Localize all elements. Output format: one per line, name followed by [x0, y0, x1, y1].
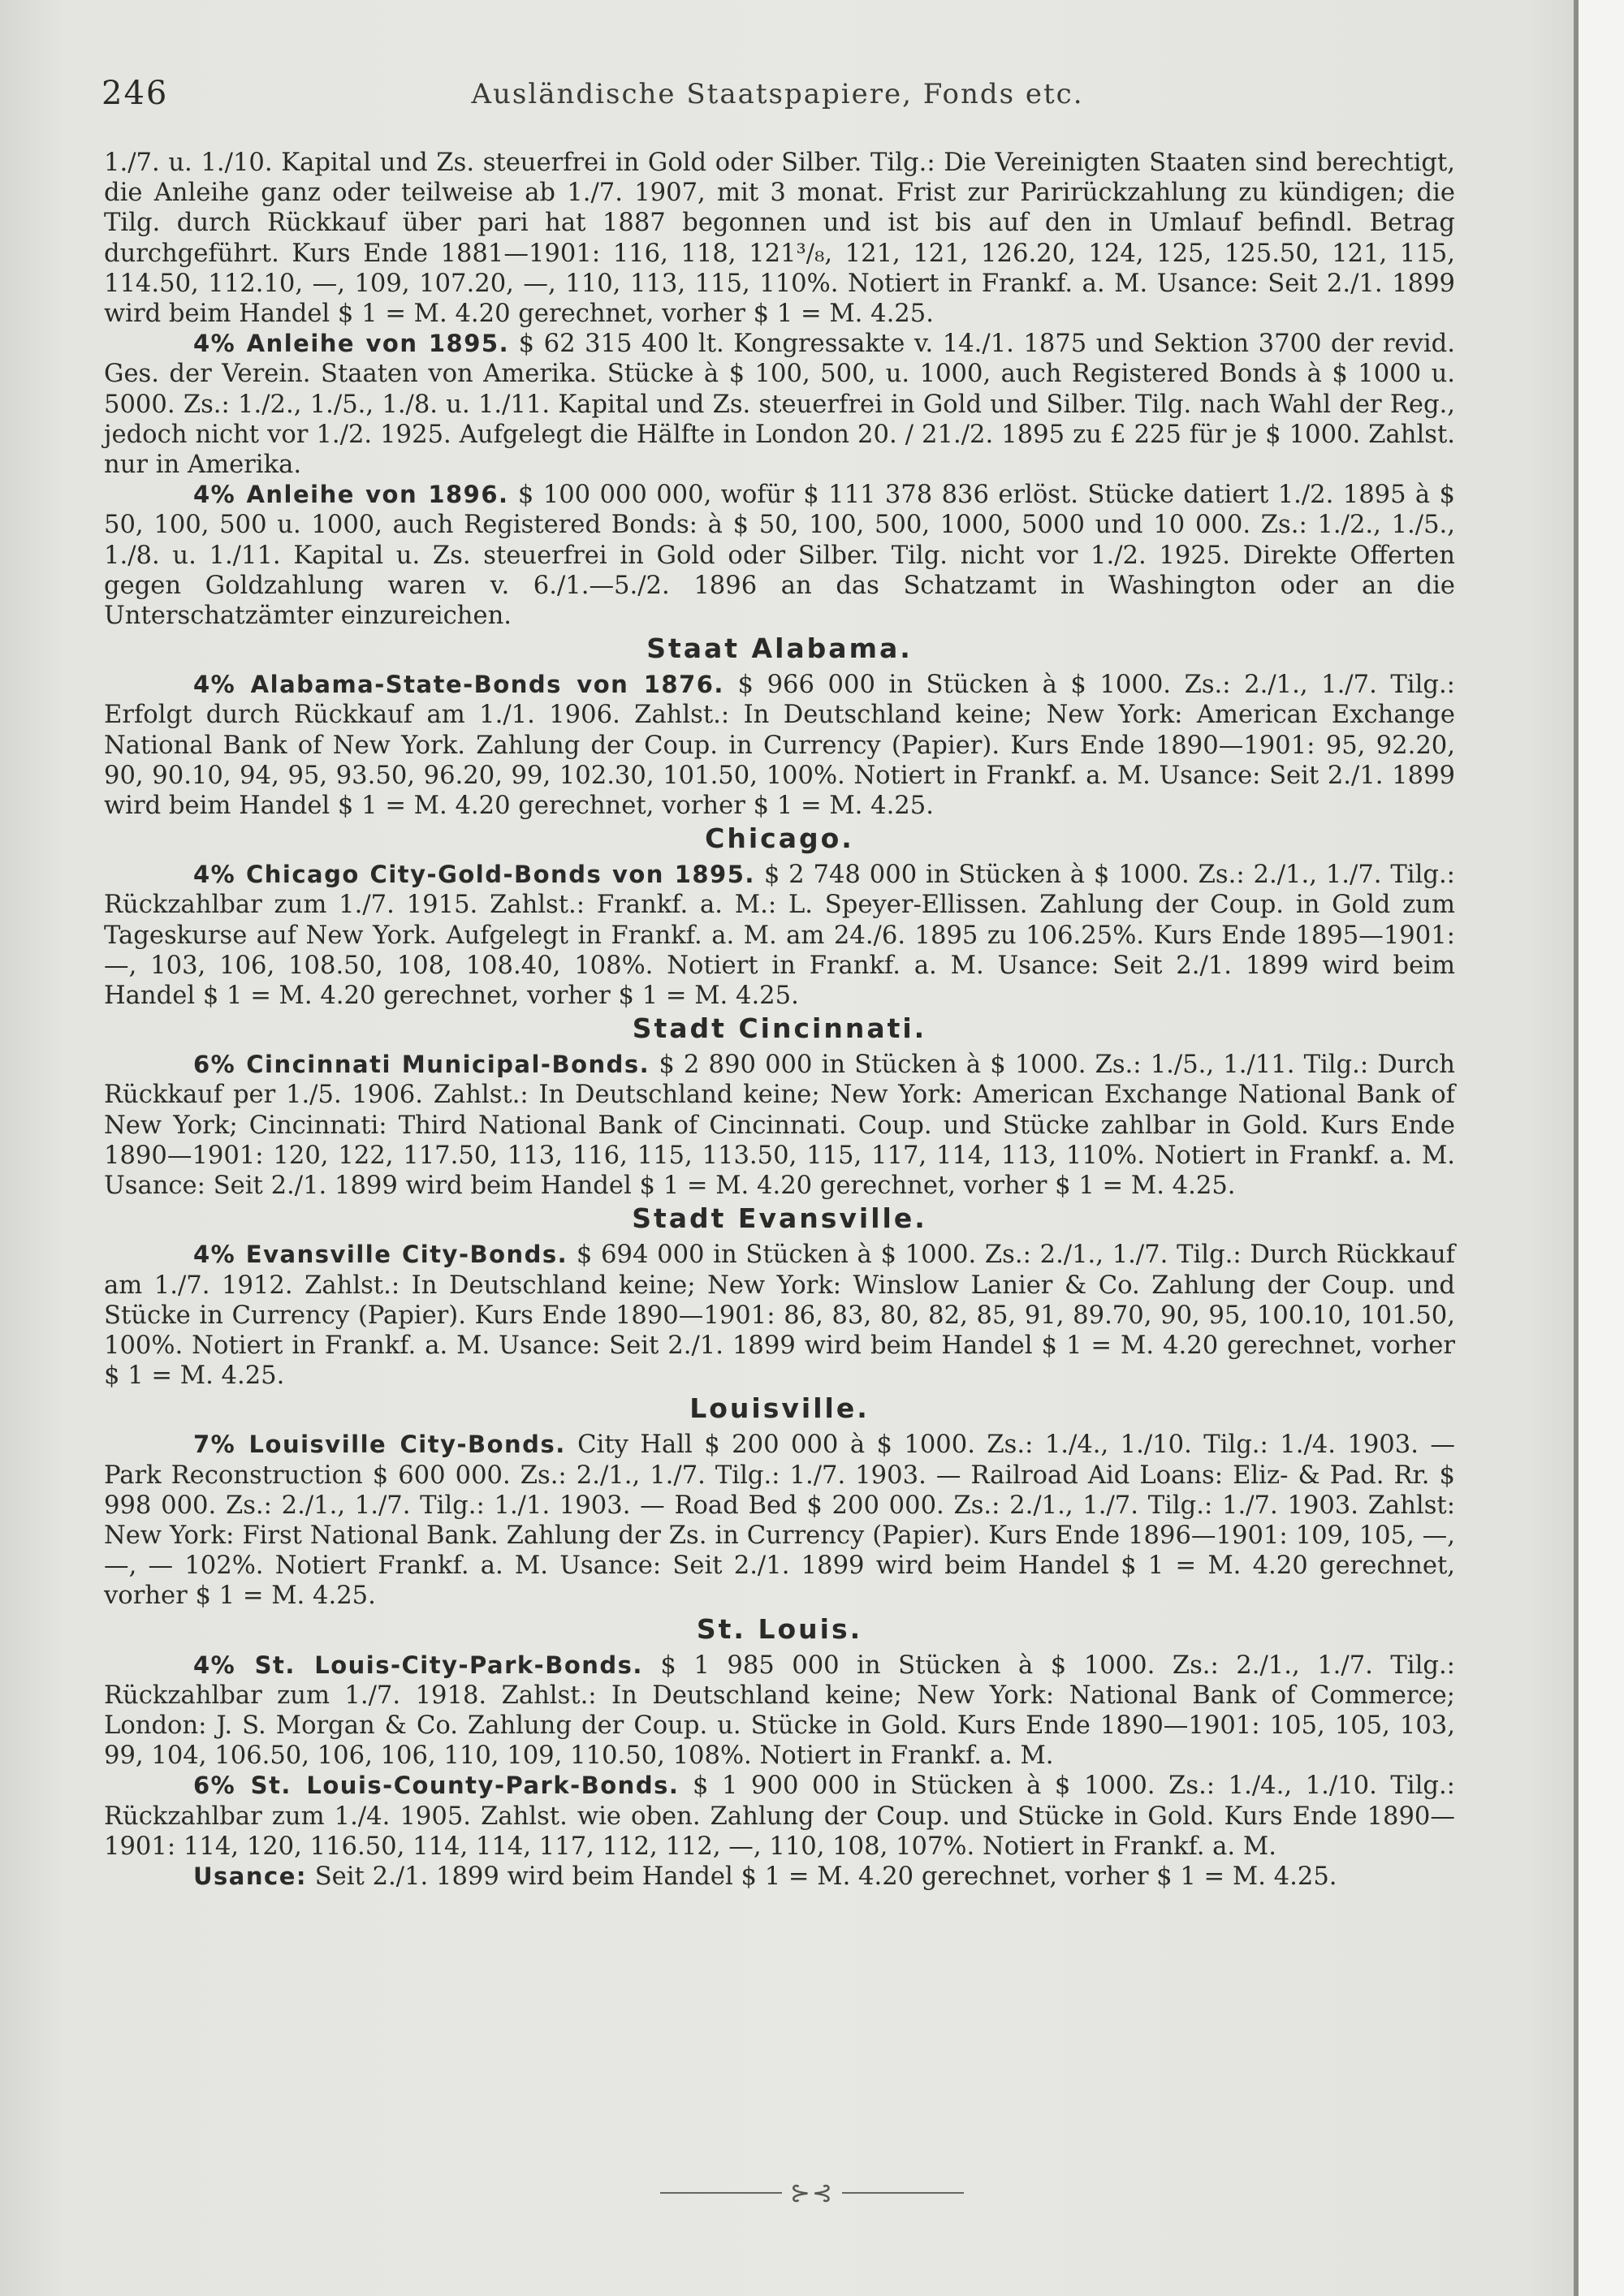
ornament-rule-left [660, 2192, 782, 2194]
entry-lead: 6% St. Louis-County-Park-Bonds. [193, 1772, 680, 1800]
bond-entry-st-louis-county-park [104, 1771, 1455, 1862]
section-title-cincinnati: Stadt Cincinnati. [632, 1012, 927, 1045]
bond-entry-alabama [104, 670, 1455, 821]
bond-entry-evansville [104, 1240, 1455, 1391]
intro-paragraph: 1./7. u. 1./10. Kapital und Zs. steuerfrei in Gold oder Silber. Tilg.: Die Vereinigten Staaten sind berechtigt, die Anleihe ganz oder teilweise ab 1./7. 1907, mit 3 monat. Frist zur Parirückzahlung zu kündigen; die Tilg. durch Rückkauf über pari hat 1887 begonnen und ist bis auf den in Umlauf befindl. Betrag durchgeführt. Kurs Ende 1881—1901: 116, 118, 121³/₈, 121, 121, 126.20, 124, 125, 125.50, 121, 115, 114.50, 112.10, —, 109, 107.20, —, 110, 113, 115, 110%. Notiert in Frankf. a. M. Usance: Seit 2./1. 1899 wird beim Handel $ 1 = M. 4.20 gerechnet, vorher $ 1 = M. 4.25. [104, 149, 1455, 329]
usance-note [104, 1862, 1455, 1892]
bond-entry-anleihe-1895 [104, 329, 1455, 480]
scan-margin [1579, 0, 1624, 2296]
section-title-alabama: Staat Alabama. [646, 632, 913, 665]
entry-lead: 4% Alabama-State-Bonds von 1876. [193, 671, 724, 699]
bond-entry-cincinnati [104, 1050, 1455, 1201]
entry-lead: 4% Anleihe von 1896. [193, 481, 509, 509]
page-header [102, 75, 1453, 123]
ornament-glyph: ⊱⊰ [789, 2178, 835, 2208]
entry-lead: 4% St. Louis-City-Park-Bonds. [193, 1651, 643, 1679]
bond-entry-chicago [104, 860, 1455, 1011]
entry-text: $ 2 748 000 in Stücken à $ 1000. Zs.: 2./1., 1./7. Tilg.: Rückzahlbar zum 1./7. 1915. Zahlst.: Frankf. a. M.: L. Speyer-Ellissen. Zahlung der Coup. in Gold zum Tageskurse auf New York. Aufgelegt in Frankf. a. M. am 24./6. 1895 zu 106.25%. Kurs Ende 1895—1901: —, 103, 106, 108.50, 108, 108.40, 108%. Notiert in Frankf. a. M. Usance: Seit 2./1. 1899 wird beim Handel $ 1 = M. 4.20 gerechnet, vorher $ 1 = M. 4.25. [104, 861, 1455, 1011]
entry-lead: 4% Evansville City-Bonds. [193, 1241, 568, 1269]
usance-lead: Usance: [193, 1862, 307, 1890]
section-title-st-louis: St. Louis. [696, 1612, 863, 1645]
entry-text: $ 100 000 000, wofür $ 111 378 836 erlöst. Stücke datiert 1./2. 1895 à $ 50, 100, 500 u. 1000, auch Registered Bonds: à $ 50, 100, 500, 1000, 5000 und 10 000. Zs.: 1./2., 1./5., 1./8. u. 1./11. Kapital u. Zs. steuerfrei in Gold oder Silber. Tilg. nicht vor 1./2. 1925. Direkte Offerten gegen Goldzahlung waren v. 6./1.—5./2. 1896 an das Schatzamt in Washington oder an die Unterschatzämter einzureichen. [104, 481, 1455, 631]
section-title-louisville: Louisville. [689, 1392, 870, 1425]
entry-text: $ 694 000 in Stücken à $ 1000. Zs.: 2./1., 1./7. Tilg.: Durch Rückkauf am 1./7. 1912. Zahlst.: In Deutschland keine; New York: Winslow Lanier & Co. Zahlung der Coup. und Stücke in Currency (Papier). Kurs Ende 1890—1901: 86, 83, 80, 82, 85, 91, 89.70, 90, 95, 100.10, 101.50, 100%. Notiert in Frankf. a. M. Usance: Seit 2./1. 1899 wird beim Handel $ 1 = M. 4.20 gerechnet, vorher $ 1 = M. 4.25. [104, 1241, 1455, 1391]
entry-text: $ 1 900 000 in Stücken à $ 1000. Zs.: 1./4., 1./10. Tilg.: Rückzahlbar zum 1./4. 1905. Zahlst. wie oben. Zahlung der Coup. und Stücke in Gold. Kurs Ende 1890—1901: 114, 120, 116.50, 114, 114, 117, 112, 112, —, 110, 108, 107%. Notiert in Frankf. a. M. [104, 1772, 1455, 1861]
end-ornament [0, 2177, 1624, 2208]
entry-text: $ 62 315 400 lt. Kongressakte v. 14./1. 1875 und Sektion 3700 der revid. Ges. der Verein. Staaten von Amerika. Stücke à $ 100, 500, u. 1000, auch Registered Bonds à $ 1000 u. 5000. Zs.: 1./2., 1./5., 1./8. u. 1./11. Kapital und Zs. steuerfrei in Gold und Silber. Tilg. nach Wahl der Reg., jedoch nicht vor 1./2. 1925. Aufgelegt die Hälfte in London 20. / 21./2. 1895 zu £ 225 für je $ 1000. Zahlst. nur in Amerika. [104, 330, 1455, 480]
entry-text: $ 966 000 in Stücken à $ 1000. Zs.: 2./1., 1./7. Tilg.: Erfolgt durch Rückkauf am 1./1. 1906. Zahlst.: In Deutschland keine; New York: American Exchange National Bank of New York. Zahlung der Coup. in Currency (Papier). Kurs Ende 1890—1901: 95, 92.20, 90, 90.10, 94, 95, 93.50, 96.20, 99, 102.30, 101.50, 100%. Notiert in Frankf. a. M. Usance: Seit 2./1. 1899 wird beim Handel $ 1 = M. 4.20 gerechnet, vorher $ 1 = M. 4.25. [104, 671, 1455, 821]
entry-text: City Hall $ 200 000 à $ 1000. Zs.: 1./4., 1./10. Tilg.: 1./4. 1903. — Park Reconstruction $ 600 000. Zs.: 2./1., 1./7. Tilg.: 1./7. 1903. — Railroad Aid Loans: Eliz- & Pad. Rr. $ 998 000. Zs.: 2./1., 1./7. Tilg.: 1./1. 1903. — Road Bed $ 200 000. Zs.: 2./1., 1./7. Tilg.: 1./7. 1903. Zahlst: New York: First National Bank. Zahlung der Zs. in Currency (Papier). Kurs Ende 1896—1901: 109, 105, —, —, — 102%. Notiert Frankf. a. M. Usance: Seit 2./1. 1899 wird beim Handel $ 1 = M. 4.20 gerechnet, vorher $ 1 = M. 4.25. [104, 1431, 1455, 1611]
bond-entry-louisville [104, 1430, 1455, 1611]
running-head: Ausländische Staatspapiere, Fonds etc. [471, 78, 1084, 110]
page-body [104, 148, 1455, 1892]
entry-lead: 4% Chicago City-Gold-Bonds von 1895. [193, 861, 755, 889]
entry-lead: 7% Louisville City-Bonds. [193, 1431, 566, 1459]
bond-entry-st-louis-city-park [104, 1651, 1455, 1772]
page-number: 246 [102, 75, 169, 112]
ornament-rule-right [842, 2192, 964, 2194]
usance-text: Seit 2./1. 1899 wird beim Handel $ 1 = M. 4.20 gerechnet, vorher $ 1 = M. 4.25. [306, 1862, 1337, 1891]
bond-entry-anleihe-1896 [104, 480, 1455, 631]
entry-text: $ 2 890 000 in Stücken à $ 1000. Zs.: 1./5., 1./11. Tilg.: Durch Rückkauf per 1./5. 1906. Zahlst.: In Deutschland keine; New York: American Exchange National Bank of New York; Cincinnati: Third National Bank of Cincinnati. Coup. und Stücke zahlbar in Gold. Kurs Ende 1890—1901: 120, 122, 117.50, 113, 116, 115, 113.50, 115, 117, 114, 113, 110%. Notiert in Frankf. a. M. Usance: Seit 2./1. 1899 wird beim Handel $ 1 = M. 4.20 gerechnet, vorher $ 1 = M. 4.25. [104, 1051, 1455, 1201]
entry-text: $ 1 985 000 in Stücken à $ 1000. Zs.: 2./1., 1./7. Tilg.: Rückzahlbar zum 1./7. 1918. Zahlst.: In Deutschland keine; New York: National Bank of Commerce; London: J. S. Morgan & Co. Zahlung der Coup. u. Stücke in Gold. Kurs Ende 1890—1901: 105, 105, 103, 99, 104, 106.50, 106, 106, 110, 109, 110.50, 108%. Notiert in Frankf. a. M. [104, 1651, 1455, 1771]
section-title-chicago: Chicago. [705, 822, 854, 855]
entry-lead: 4% Anleihe von 1895. [193, 330, 510, 358]
section-title-evansville: Stadt Evansville. [632, 1202, 927, 1235]
entry-lead: 6% Cincinnati Municipal-Bonds. [193, 1051, 650, 1079]
